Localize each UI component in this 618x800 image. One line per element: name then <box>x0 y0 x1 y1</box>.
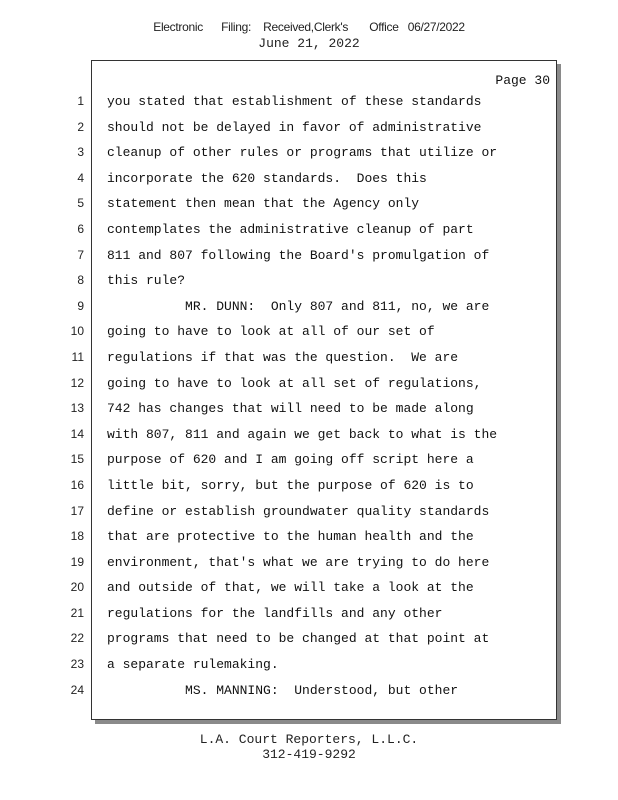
line-number: 12 <box>70 375 84 390</box>
transcript-line: that are protective to the human health and the <box>107 529 474 545</box>
line-number: 14 <box>70 426 84 441</box>
transcript-line: going to have to look at all of our set of <box>107 324 435 340</box>
transcript-date: June 21, 2022 <box>258 36 360 51</box>
line-number: 21 <box>70 605 84 620</box>
line-number: 20 <box>70 580 84 595</box>
line-number: 24 <box>70 682 84 697</box>
transcript-line: MS. MANNING: Understood, but other <box>107 682 459 698</box>
reporter-company: L.A. Court Reporters, L.L.C. <box>199 732 419 747</box>
footer <box>0 732 618 762</box>
line-number: 19 <box>70 554 84 569</box>
line-number-column <box>40 89 84 703</box>
transcript-line: regulations for the landfills and any other <box>107 605 443 621</box>
line-number: 17 <box>70 503 84 518</box>
transcript-line: statement then mean that the Agency only <box>107 196 420 212</box>
line-number: 22 <box>70 631 84 646</box>
transcript-line: cleanup of other rules or programs that utilize or <box>107 145 498 161</box>
reporter-phone: 312-419-9292 <box>262 747 356 762</box>
transcript-line: with 807, 811 and again we get back to what is the <box>107 426 498 442</box>
transcript-line: incorporate the 620 standards. Does this <box>107 170 427 186</box>
transcript-line: MR. DUNN: Only 807 and 811, no, we are <box>107 298 490 314</box>
line-number: 3 <box>77 145 84 160</box>
transcript-line: and outside of that, we will take a look at the <box>107 580 474 596</box>
line-number: 5 <box>77 196 84 211</box>
transcript-line: contemplates the administrative cleanup of part <box>107 221 474 237</box>
transcript-line: 742 has changes that will need to be made along <box>107 401 474 417</box>
transcript-line: should not be delayed in favor of administrative <box>107 119 482 135</box>
transcript-line: this rule? <box>107 273 186 289</box>
transcript-line: you stated that establishment of these standards <box>107 94 482 109</box>
line-number: 11 <box>71 349 84 364</box>
line-number: 10 <box>70 324 84 339</box>
transcript-line: purpose of 620 and I am going off script here a <box>107 452 474 468</box>
line-number: 15 <box>70 452 84 467</box>
line-number: 7 <box>77 247 84 262</box>
transcript-line: programs that need to be changed at that point at <box>107 631 490 647</box>
line-number: 1 <box>77 94 84 108</box>
line-number: 23 <box>70 657 84 672</box>
transcript-line: regulations if that was the question. We are <box>107 349 459 365</box>
page-number: Page 30 <box>495 73 550 88</box>
line-number: 18 <box>70 529 84 544</box>
line-number: 13 <box>70 401 84 416</box>
line-number: 6 <box>77 221 84 236</box>
transcript-line: little bit, sorry, but the purpose of 620 is to <box>107 477 474 493</box>
line-number: 9 <box>77 298 84 313</box>
line-number: 2 <box>77 119 84 134</box>
transcript-line: define or establish groundwater quality standards <box>107 503 490 519</box>
transcript-line: going to have to look at all set of regulations, <box>107 375 482 391</box>
line-number: 4 <box>77 170 84 185</box>
transcript-line: 811 and 807 following the Board's promulgation of <box>107 247 490 263</box>
transcript-text <box>107 89 547 703</box>
line-number: 8 <box>77 273 84 288</box>
filing-stamp: Electronic Filing: Received,Clerk's Office 06/27/2022 <box>153 20 465 34</box>
transcript-line: a separate rulemaking. <box>107 657 279 673</box>
transcript-line: environment, that's what we are trying to do here <box>107 554 490 570</box>
line-number: 16 <box>70 477 84 492</box>
